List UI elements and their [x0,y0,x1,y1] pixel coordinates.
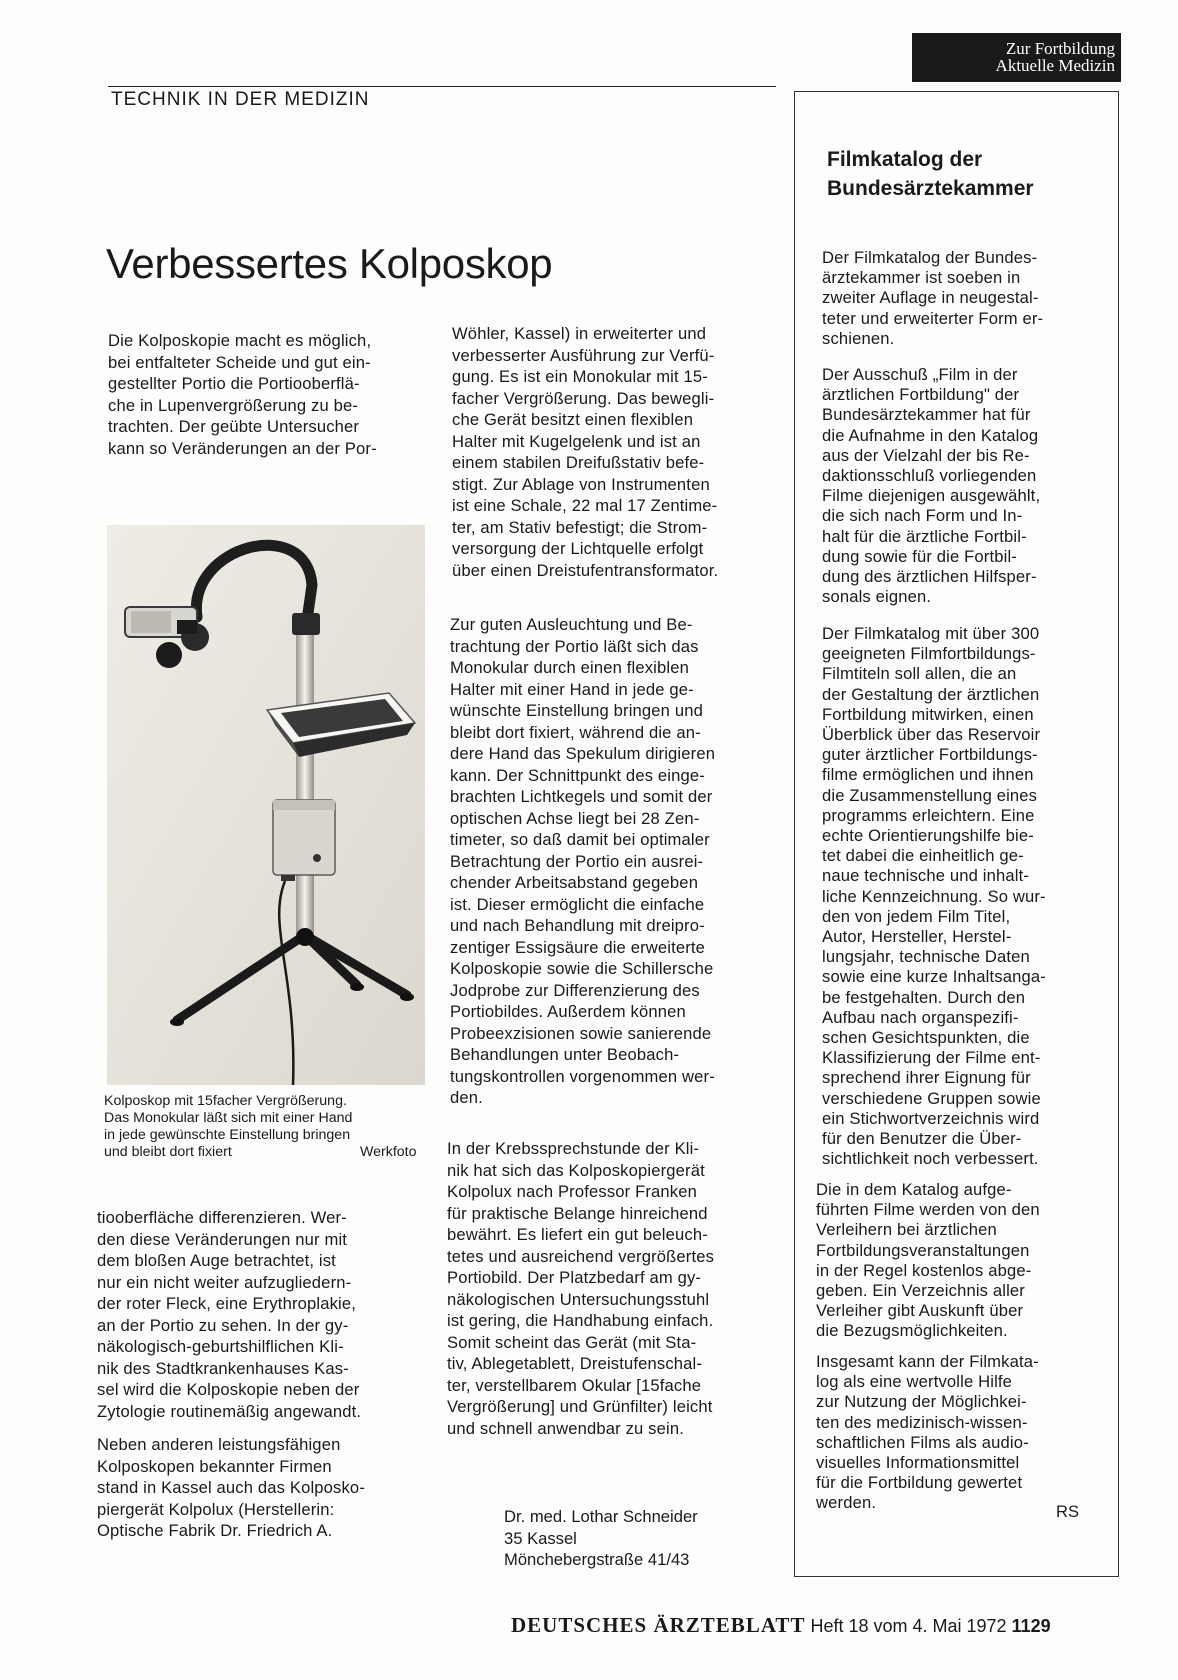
sidebar-title: Filmkatalog der Bundesärztekammer [827,148,1034,200]
sidebar-paragraph-1: Der Filmkatalog der Bundes- ärztekammer ist soeben in zweiter Auflage in neugestal- teter und erweiterter Form er- schienen. [822,248,1044,348]
article-paragraph-2: tiooberfläche differenzieren. Wer- den diese Veränderungen nur mit dem bloßen Auge betrachtet, ist nur ein nicht weiter aufzugliedern- der roter Fleck, eine Erythroplakie, an der Portio zu sehen. In der gy- näkologisch-geburtshilflichen Kli- nik des Stadtkrankenhauses Kas- sel wird die Kolposkopie neben der Zytologie routinemäßig angewandt. [97,1208,362,1421]
article-paragraph-1: Die Kolposkopie macht es möglich, bei entfalteter Scheide und gut ein- gestellter Portio die Portiooberflä- che in Lupenvergrößerung zu be- trachten. Der geübte Untersucher kann so Veränderungen an der Por- [108,331,377,458]
section-badge [912,33,1121,82]
sidebar-signature: RS [1056,1502,1080,1521]
page-footer [511,1613,1051,1638]
article-title: Verbessertes Kolposkop [106,240,553,287]
sidebar-paragraph-2: Der Ausschuß „Film in der ärztlichen Fortbildung" der Bundesärztekammer hat für die Aufnahme in den Katalog aus der Vielzahl der bis Re- daktionsschluß vorliegenden Filme diejenigen ausgewählt, die sich nach Form und In- halt für die ärztliche Fortbil- dung sowie für die Fortbil- dung des ärztlichen Hilfsper- sonals eignen. [822,365,1041,607]
article-paragraph-3: Neben anderen leistungsfähigen Kolposkopen bekannter Firmen stand in Kassel auch das Kolposko- piergerät Kolpolux (Herstellerin: Optische Fabrik Dr. Friedrich A. [97,1435,365,1540]
badge-line-2: Aktuelle Medizin [995,56,1115,75]
article-paragraph-6: In der Krebssprechstunde der Kli- nik hat sich das Kolposkopiergerät Kolpolux nach Professor Franken für praktische Belange hinreichend bewährt. Es liefert ein gut beleuch- tetes und ausreichend vergrößertes Portiobild. Der Platzbedarf am gy- näkologischen Untersuchungsstuhl ist gering, die Handhabung einfach. Somit scheint das Gerät (mit Sta- tiv, Ablegetablett, Dreistufenschal- ter, verstellbarem Okular [15fache Vergrößerung] und Grünfilter) leicht und schnell anwendbar zu sein. [447,1139,715,1438]
sidebar-paragraph-4: Die in dem Katalog aufge- führten Filme werden von den Verleihern bei ärztlichen Fortbildungsveranstaltungen in der Regel kostenlos abge- geben. Ein Verzeichnis aller Verleiher gibt Auskunft über die Bezugsmöglichkeiten. [816,1180,1040,1341]
kolposkop-photo [107,525,425,1085]
photo-credit: Werkfoto [360,1144,417,1160]
sidebar-paragraph-3: Der Filmkatalog mit über 300 geeigneten Filmfortbildungs- Filmtiteln soll allen, die an der Gestaltung der ärztlichen Fortbildung mitwirken, einen Überblick über das Reservoir guter ärztlicher Fortbildungs- filme ermöglichen und ihnen die Zusammenstellung eines programms erleichtern. Eine echte Orientierungshilfe bie- tet dabei die einheitlich ge- naue technische und inhalt- liche Kennzeichnung. So wur- den von jedem Film Titel, Autor, Hersteller, Herstel- lungsjahr, technische Daten sowie eine kurze Inhaltsanga- be festgehalten. Durch den Aufbau nach organspezifi- schen Gesichtspunkten, die Klassifizierung der Filme ent- sprechend ihrer Eignung für verschiedene Gruppen sowie ein Stichwortverzeichnis wird für den Benutzer die Über- sichtlichkeit noch verbessert. [822,624,1046,1169]
figure-caption: Kolposkop mit 15facher Vergrößerung. Das Monokular läßt sich mit einer Hand in jede gewünschte Einstellung bringen und bleibt dort fixiert [104,1093,353,1160]
journal-name: DEUTSCHES ÄRZTEBLATT [511,1613,806,1637]
header-rule [108,86,776,87]
article-paragraph-4: Wöhler, Kassel) in erweiterter und verbesserter Ausführung zur Verfü- gung. Es ist ein Monokular mit 15- facher Vergrößerung. Das bewegli- che Gerät besitzt einen flexiblen Halter mit Kugelgelenk und ist an einem stabilen Dreifußstativ befe- stigt. Zur Ablage von Instrumenten ist eine Schale, 22 mal 17 Zentime- ter, am Stativ befestigt; die Strom- versorgung der Lichtquelle erfolgt über einen Dreistufentransformator. [452,324,719,580]
article-paragraph-5: Zur guten Ausleuchtung und Be- trachtung der Portio läßt sich das Monokular durch einen flexiblen Halter mit einer Hand in jede ge- wünschte Einstellung bringen und bleibt dort fixiert, während die an- dere Hand das Spekulum dirigieren kann. Der Schnittpunkt des einge- brachten Lichtkegels und somit der optischen Achse liegt bei 28 Zen- timeter, so daß damit bei optimaler Betrachtung der Portio ein ausrei- chender Arbeitsabstand gegeben ist. Dieser ermöglicht die einfache und nach Behandlung mit dreipro- zentiger Essigsäure die erweiterte Kolposkopie sowie die Schillersche Jodprobe zur Differenzierung des Portiobildes. Außerdem können Probeexzisionen sowie sanierende Behandlungen unter Beobach- tungskontrollen vorgenommen wer- den. [450,615,716,1107]
issue-info: Heft 18 vom 4. Mai 1972 [810,1616,1007,1636]
sidebar-paragraph-5: Insgesamt kann der Filmkata- log als eine wertvolle Hilfe zur Nutzung der Möglichkei- ten des medizinisch-wissen- schaftlichen Films als audio- visuelles Informationsmittel für die Fortbildung gewertet werden. [816,1352,1039,1513]
kolposkop-illustration [107,525,425,1085]
author-block: Dr. med. Lothar Schneider 35 Kassel Mönchebergstraße 41/43 [504,1507,698,1569]
page-number: 1129 [1011,1616,1051,1636]
section-label: TECHNIK IN DER MEDIZIN [111,89,370,110]
badge-line-1: Zur Fortbildung [1005,39,1115,58]
